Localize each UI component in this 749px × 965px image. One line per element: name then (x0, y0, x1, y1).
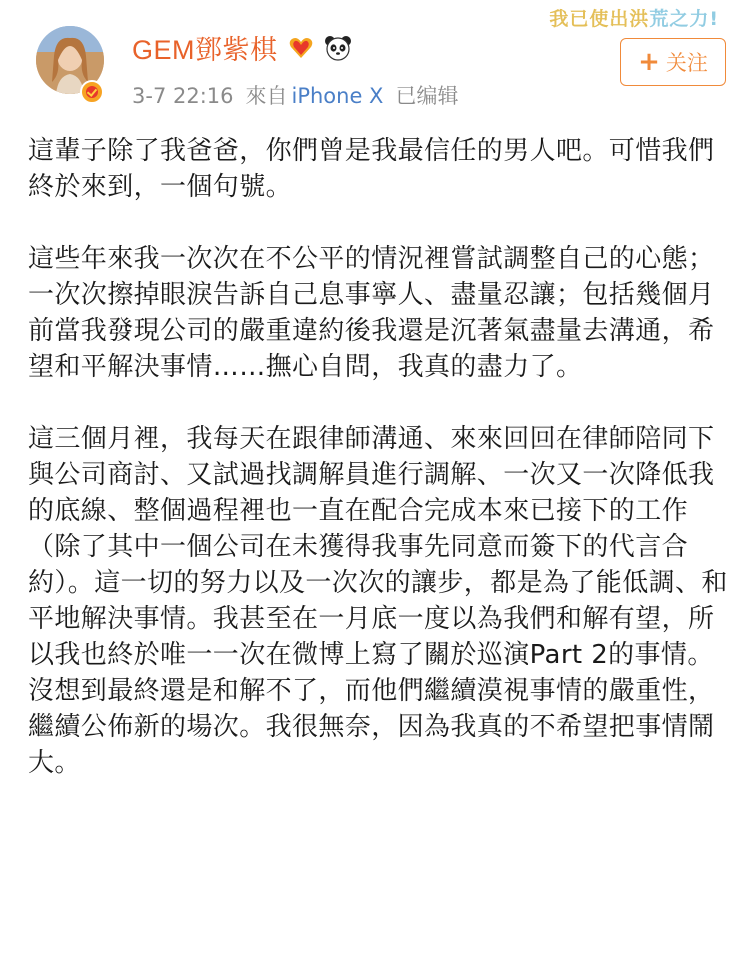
edited-label[interactable]: 已编辑 (395, 84, 459, 108)
username-row (132, 28, 352, 67)
post-paragraph-2: 這些年來我一次次在不公平的情況裡嘗試調整自己的心態；一次次擦掉眼淚告訴自己息事寧人、盡量忍讓；包括幾個月前當我發現公司的嚴重違約後我還是沉著氣盡量去溝通，希望和平解決事情……撫心自問，我真的盡力了。 (28, 244, 715, 382)
watermark-tail: 荒之力! (649, 8, 719, 30)
follow-button[interactable] (620, 38, 726, 86)
plus-icon: + (638, 47, 660, 77)
post-body (28, 133, 728, 781)
source-prefix: 來自 (245, 84, 288, 108)
verified-badge-icon (80, 80, 104, 104)
post-header (0, 20, 749, 120)
follow-button-label: 关注 (665, 51, 708, 75)
vip-heart-badge-icon[interactable] (288, 35, 314, 61)
panda-emoji-icon (324, 34, 352, 62)
watermark-text: 我已使出洪 (549, 8, 650, 30)
post-paragraph-1: 這輩子除了我爸爸，你們曾是我最信任的男人吧。可惜我們終於來到，一個句號。 (28, 136, 715, 202)
post-timestamp: 3-7 22:16 (132, 84, 234, 108)
post-paragraph-3: 這三個月裡，我每天在跟律師溝通、來來回回在律師陪同下與公司商討、又試過找調解員進行調解、一次又一次降低我的底線、整個過程裡也一直在配合完成本來已接下的工作（除了其中一個公司在未獲得我事先同意而簽下的代言合約）。這一切的努力以及一次次的讓步，都是為了能低調、和平地解決事情。我甚至在一月底一度以為我們和解有望，所以我也終於唯一一次在微博上寫了關於巡演Part 2的事情。沒想到最終還是和解不了，而他們繼續漠視事情的嚴重性，繼續公佈新的場次。我很無奈，因為我真的不希望把事情鬧大。 (28, 424, 728, 778)
post-meta (132, 80, 470, 110)
username[interactable]: GEM鄧紫棋 (132, 35, 278, 65)
source-device-link[interactable]: iPhone X (291, 84, 384, 108)
